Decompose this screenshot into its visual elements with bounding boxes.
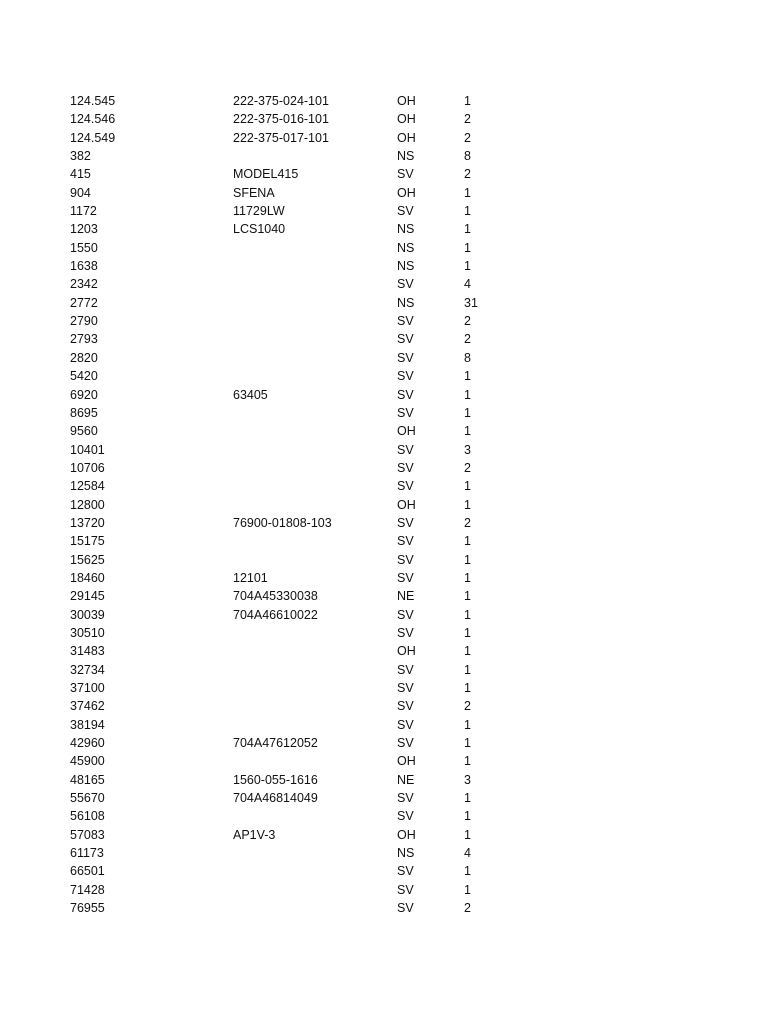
table-row [0,899,768,917]
quantity-cell: 3 [464,772,471,787]
table-row [0,881,768,899]
row-number-cell: 45900 [70,754,105,769]
row-number-cell: 1203 [70,222,98,237]
quantity-cell: 1 [464,185,471,200]
row-number-cell: 2772 [70,295,98,310]
status-code-cell: SV [397,167,414,182]
table-row [0,826,768,844]
row-number-cell: 1172 [70,204,97,219]
table-row [0,752,768,770]
status-code-cell: SV [397,882,414,897]
table-row [0,330,768,348]
status-code-cell: SV [397,350,414,365]
table-row [0,679,768,697]
quantity-cell: 2 [464,332,471,347]
row-number-cell: 382 [70,149,91,164]
row-number-cell: 38194 [70,717,105,732]
table-row [0,496,768,514]
table-row [0,129,768,147]
status-code-cell: OH [397,644,416,659]
quantity-cell: 8 [464,149,471,164]
status-code-cell: SV [397,387,414,402]
status-code-cell: SV [397,515,414,530]
row-number-cell: 37100 [70,681,105,695]
row-number-cell: 1550 [70,240,98,255]
row-number-cell: 2793 [70,332,98,347]
row-number-cell: 13720 [70,515,105,530]
table-row [0,844,768,862]
status-code-cell: NS [397,240,415,255]
table-row [0,606,768,624]
table-row [0,165,768,183]
quantity-cell: 31 [464,295,478,310]
row-number-cell: 2342 [70,277,98,292]
row-number-cell: 71428 [70,882,105,897]
table-row [0,642,768,660]
quantity-cell: 4 [464,277,471,292]
part-number-cell: 704A46610022 [233,607,318,622]
row-number-cell: 124.546 [70,112,116,127]
row-number-cell: 48165 [70,772,105,787]
quantity-cell: 1 [464,754,471,769]
quantity-cell: 1 [464,570,471,585]
table-row [0,441,768,459]
table-row [0,624,768,642]
status-code-cell: OH [397,130,416,145]
table-row [0,312,768,330]
row-number-cell: 57083 [70,827,105,842]
status-code-cell: SV [397,736,414,751]
quantity-cell: 1 [464,552,471,567]
status-code-cell: SV [397,314,414,329]
table-row [0,386,768,404]
quantity-cell: 1 [464,240,471,255]
status-code-cell: OH [397,112,416,127]
status-code-cell: SV [397,460,414,475]
status-code-cell: SV [397,369,414,384]
table-row [0,349,768,367]
part-number-cell: 704A46814049 [233,791,318,806]
row-number-cell: 31483 [70,644,105,659]
table-row [0,734,768,752]
status-code-cell: OH [397,827,416,842]
quantity-cell: 2 [464,314,471,329]
status-code-cell: OH [397,754,416,769]
row-number-cell: 61173 [70,846,104,861]
row-number-cell: 10401 [70,442,105,457]
part-number-cell: 704A47612052 [233,736,318,751]
quantity-cell: 1 [464,424,471,439]
status-code-cell: SV [397,864,414,879]
table-row [0,202,768,220]
quantity-cell: 8 [464,350,471,365]
quantity-cell: 1 [464,589,471,604]
status-code-cell: SV [397,662,414,677]
table-row [0,239,768,257]
status-code-cell: SV [397,332,414,347]
row-number-cell: 2820 [70,350,98,365]
quantity-cell: 1 [464,791,471,806]
quantity-cell: 1 [464,534,471,549]
quantity-cell: 1 [464,864,471,879]
row-number-cell: 124.549 [70,130,116,145]
row-number-cell: 904 [70,185,91,200]
table-row [0,587,768,605]
status-code-cell: OH [397,94,416,108]
quantity-cell: 2 [464,167,471,182]
row-number-cell: 12584 [70,479,105,494]
row-number-cell: 2790 [70,314,98,329]
table-row [0,477,768,495]
table-row [0,551,768,569]
status-code-cell: SV [397,479,414,494]
row-number-cell: 56108 [70,809,105,824]
quantity-cell: 1 [464,625,471,640]
quantity-cell: 3 [464,442,471,457]
status-code-cell: SV [397,699,414,714]
quantity-cell: 1 [464,497,471,512]
quantity-cell: 1 [464,259,471,274]
part-number-cell: 704A45330038 [233,589,318,604]
table-row [0,514,768,532]
part-number-cell: 222-375-024-101 [233,94,329,108]
table-row [0,459,768,477]
row-number-cell: 55670 [70,791,105,806]
status-code-cell: OH [397,185,416,200]
row-number-cell: 124.545 [70,94,116,108]
table-row [0,569,768,587]
status-code-cell: NS [397,846,415,861]
status-code-cell: SV [397,607,414,622]
quantity-cell: 1 [464,717,471,732]
part-number-cell: 63405 [233,387,268,402]
status-code-cell: NS [397,149,415,164]
row-number-cell: 37462 [70,699,105,714]
row-number-cell: 15625 [70,552,105,567]
table-row [0,147,768,165]
quantity-cell: 1 [464,681,471,695]
row-number-cell: 6920 [70,387,98,402]
row-number-cell: 5420 [70,369,98,384]
part-number-cell: 1560-055-1616 [233,772,318,787]
quantity-cell: 2 [464,699,471,714]
part-number-cell: LCS1040 [233,222,286,237]
table-row [0,807,768,825]
status-code-cell: SV [397,809,414,824]
row-number-cell: 18460 [70,570,105,585]
table-row [0,367,768,385]
table-row [0,92,768,110]
status-code-cell: SV [397,570,414,585]
row-number-cell: 10706 [70,460,105,475]
status-code-cell: SV [397,681,414,695]
row-number-cell: 32734 [70,662,105,677]
table-row [0,532,768,550]
table-row [0,716,768,734]
table-row [0,275,768,293]
quantity-cell: 1 [464,827,471,842]
quantity-cell: 1 [464,644,471,659]
table-row [0,110,768,128]
quantity-cell: 1 [464,204,471,219]
part-number-cell: 12101 [233,570,268,585]
quantity-cell: 1 [464,809,471,824]
table-row [0,862,768,880]
row-number-cell: 9560 [70,424,98,439]
table-row [0,422,768,440]
quantity-cell: 1 [464,882,471,897]
row-number-cell: 30039 [70,607,105,622]
status-code-cell: SV [397,791,414,806]
status-code-cell: NS [397,295,415,310]
status-code-cell: SV [397,534,414,549]
quantity-cell: 2 [464,515,471,530]
quantity-cell: 1 [464,94,471,108]
status-code-cell: NS [397,222,415,237]
part-number-cell: AP1V-3 [233,827,276,842]
quantity-cell: 1 [464,387,471,402]
row-number-cell: 12800 [70,497,105,512]
table-row [0,771,768,789]
row-number-cell: 415 [70,167,91,182]
row-number-cell: 30510 [70,625,105,640]
part-number-cell: 222-375-017-101 [233,130,329,145]
table-row [0,404,768,422]
status-code-cell: OH [397,424,416,439]
status-code-cell: NS [397,259,415,274]
table-row [0,294,768,312]
status-code-cell: OH [397,497,416,512]
part-number-cell: SFENA [233,185,275,200]
status-code-cell: NE [397,589,415,604]
quantity-cell: 1 [464,736,471,751]
row-number-cell: 66501 [70,864,105,879]
table-row [0,257,768,275]
quantity-cell: 4 [464,846,471,861]
status-code-cell: SV [397,442,414,457]
quantity-cell: 2 [464,130,471,145]
table-row [0,661,768,679]
quantity-cell: 1 [464,662,471,677]
status-code-cell: SV [397,717,414,732]
part-number-cell: 76900-01808-103 [233,515,332,530]
part-number-cell: 11729LW [233,204,285,219]
part-number-cell: MODEL415 [233,167,299,182]
table-row [0,220,768,238]
quantity-cell: 1 [464,222,471,237]
parts-table [0,92,768,917]
table-row [0,184,768,202]
quantity-cell: 1 [464,607,471,622]
row-number-cell: 8695 [70,405,98,420]
row-number-cell: 42960 [70,736,105,751]
table-row [0,697,768,715]
row-number-cell: 15175 [70,534,105,549]
table-row [0,789,768,807]
row-number-cell: 1638 [70,259,98,274]
status-code-cell: SV [397,901,414,916]
status-code-cell: SV [397,204,414,219]
status-code-cell: SV [397,552,414,567]
quantity-cell: 2 [464,460,471,475]
row-number-cell: 76955 [70,901,105,916]
status-code-cell: SV [397,625,414,640]
part-number-cell: 222-375-016-101 [233,112,329,127]
status-code-cell: SV [397,405,414,420]
quantity-cell: 2 [464,901,471,916]
status-code-cell: NE [397,772,415,787]
quantity-cell: 2 [464,112,471,127]
quantity-cell: 1 [464,369,471,384]
quantity-cell: 1 [464,405,471,420]
quantity-cell: 1 [464,479,471,494]
row-number-cell: 29145 [70,589,105,604]
status-code-cell: SV [397,277,414,292]
